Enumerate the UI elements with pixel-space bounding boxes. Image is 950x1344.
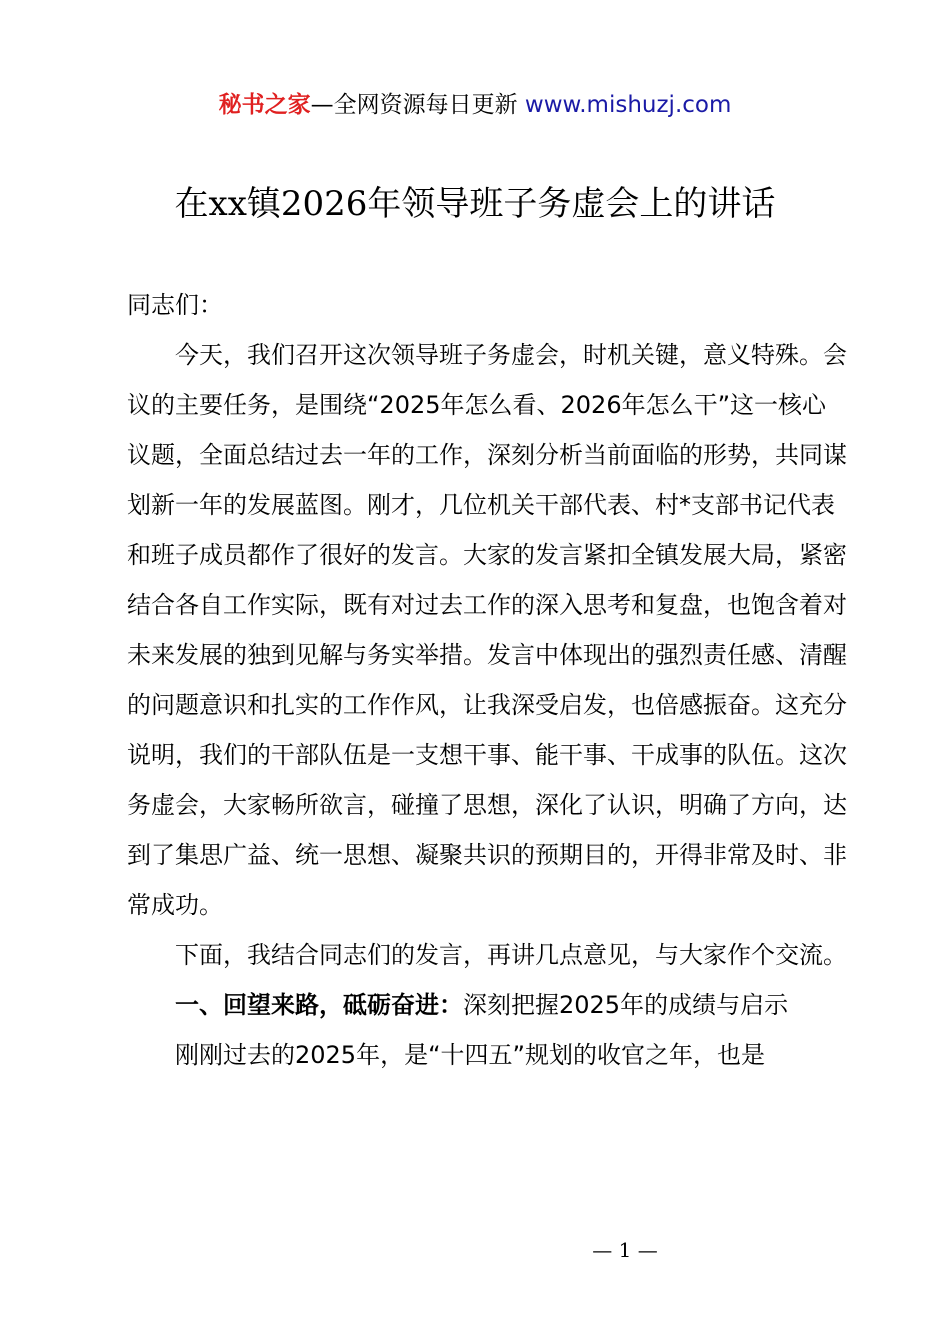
paragraph-opening: 今天，我们召开这次领导班子务虚会，时机关键，意义特殊。会议的主要任务，是围绕“2025年怎么看、2026年怎么干”这一核心议题，全面总结过去一年的工作，深刻分析当前面临的形势，共同谋划新一年的发展蓝图。刚才，几位机关干部代表、村*支部书记代表和班子成员都作了很好的发言。大家的发言紧扣全镇发展大局，紧密结合各自工作实际，既有对过去工作的深入思考和复盘，也饱含着对未来发展的独到见解与务实举措。发言中体现出的强烈责任感、清醒的问题意识和扎实的工作作风，让我深受启发，也倍感振奋。这充分说明，我们的干部队伍是一支想干事、能干事、干成事的队伍。这次务虚会，大家畅所欲言，碰撞了思想，深化了认识，明确了方向，达到了集思广益、统一思想、凝聚共识的预期目的，开得非常及时、非常成功。 xyxy=(127,341,847,919)
section-heading-label: 一、回望来路，砥砺奋进： xyxy=(175,991,463,1019)
brand-name: 秘书之家 xyxy=(218,92,311,118)
paragraph-transition: 下面，我结合同志们的发言，再讲几点意见，与大家作个交流。 xyxy=(175,941,847,969)
site-banner xyxy=(0,88,950,122)
section-heading-subtitle: 深刻把握2025年的成绩与启示 xyxy=(463,991,789,1019)
banner-slogan: —全网资源每日更新 xyxy=(310,92,518,118)
section-heading xyxy=(127,980,847,1030)
page-number: — 1 — xyxy=(592,1238,658,1262)
salutation: 同志们： xyxy=(127,291,223,319)
document-body xyxy=(127,280,847,1080)
document-title: 在xx镇2026年领导班子务虚会上的讲话 xyxy=(174,184,776,224)
paragraph-section-1: 刚刚过去的2025年，是“十四五”规划的收官之年，也是 xyxy=(175,1041,765,1069)
site-url-link[interactable]: www.mishuzj.com xyxy=(524,92,732,118)
